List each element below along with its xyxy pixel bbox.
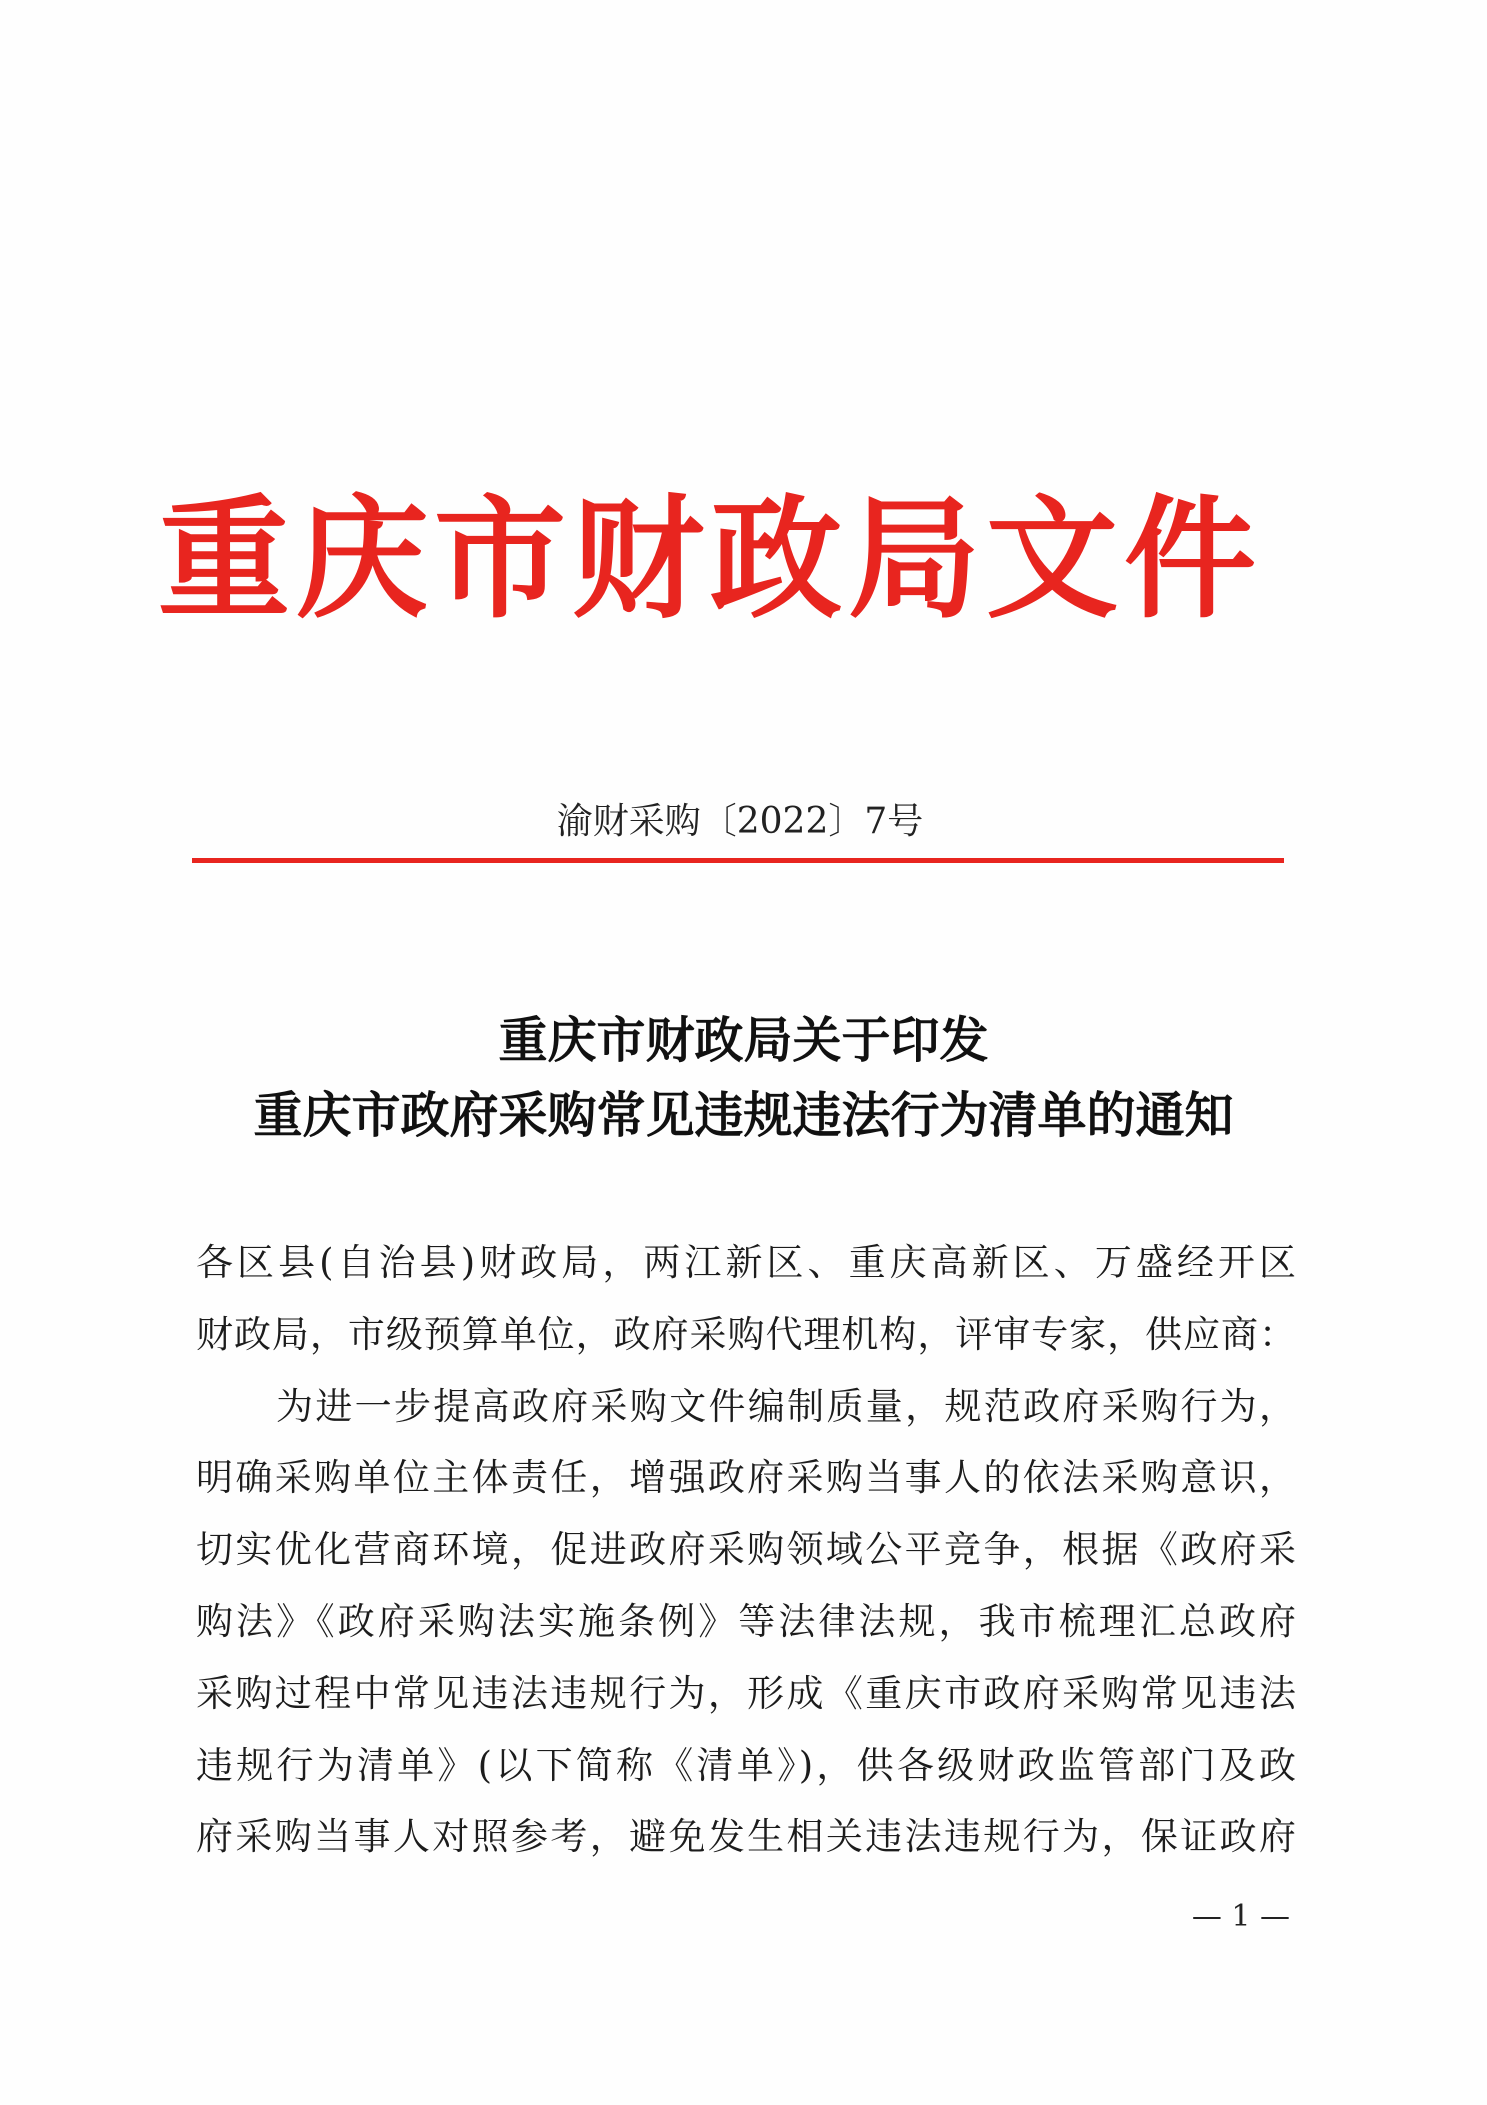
body-text [196, 1227, 1296, 1873]
paragraph-line: 为进一步提高政府采购文件编制质量，规范政府采购行为， [276, 1384, 1296, 1428]
notice-title-line-1: 重庆市财政局关于印发 [498, 1011, 989, 1069]
paragraph-line: 切实优化营商环境，促进政府采购领域公平竞争，根据《政府采 [196, 1528, 1296, 1572]
masthead-title: 重庆市财政局文件 [158, 482, 1262, 637]
red-divider-rule [192, 858, 1284, 863]
paragraph-line: 购法》《政府采购法实施条例》等法律法规，我市梳理汇总政府 [196, 1599, 1296, 1643]
paragraph-line: 明确采购单位主体责任，增强政府采购当事人的依法采购意识， [196, 1456, 1296, 1500]
paragraph-line: 府采购当事人对照参考，避免发生相关违法违规行为，保证政府 [196, 1815, 1296, 1859]
document-number: 渝财采购〔2022〕7号 [556, 801, 924, 842]
paragraph-line: 违规行为清单》(以下简称《清单》)，供各级财政监管部门及政 [196, 1743, 1296, 1787]
addressee-line: 财政局，市级预算单位，政府采购代理机构，评审专家，供应商： [196, 1312, 1296, 1356]
addressee-line: 各区县(自治县)财政局，两江新区、重庆高新区、万盛经开区 [196, 1241, 1296, 1284]
notice-title-line-2: 重庆市政府采购常见违规违法行为清单的通知 [253, 1086, 1234, 1144]
paragraph-line: 采购过程中常见违法违规行为，形成《重庆市政府采购常见违法 [196, 1671, 1296, 1715]
page-number: — 1 — [1191, 1899, 1290, 1934]
